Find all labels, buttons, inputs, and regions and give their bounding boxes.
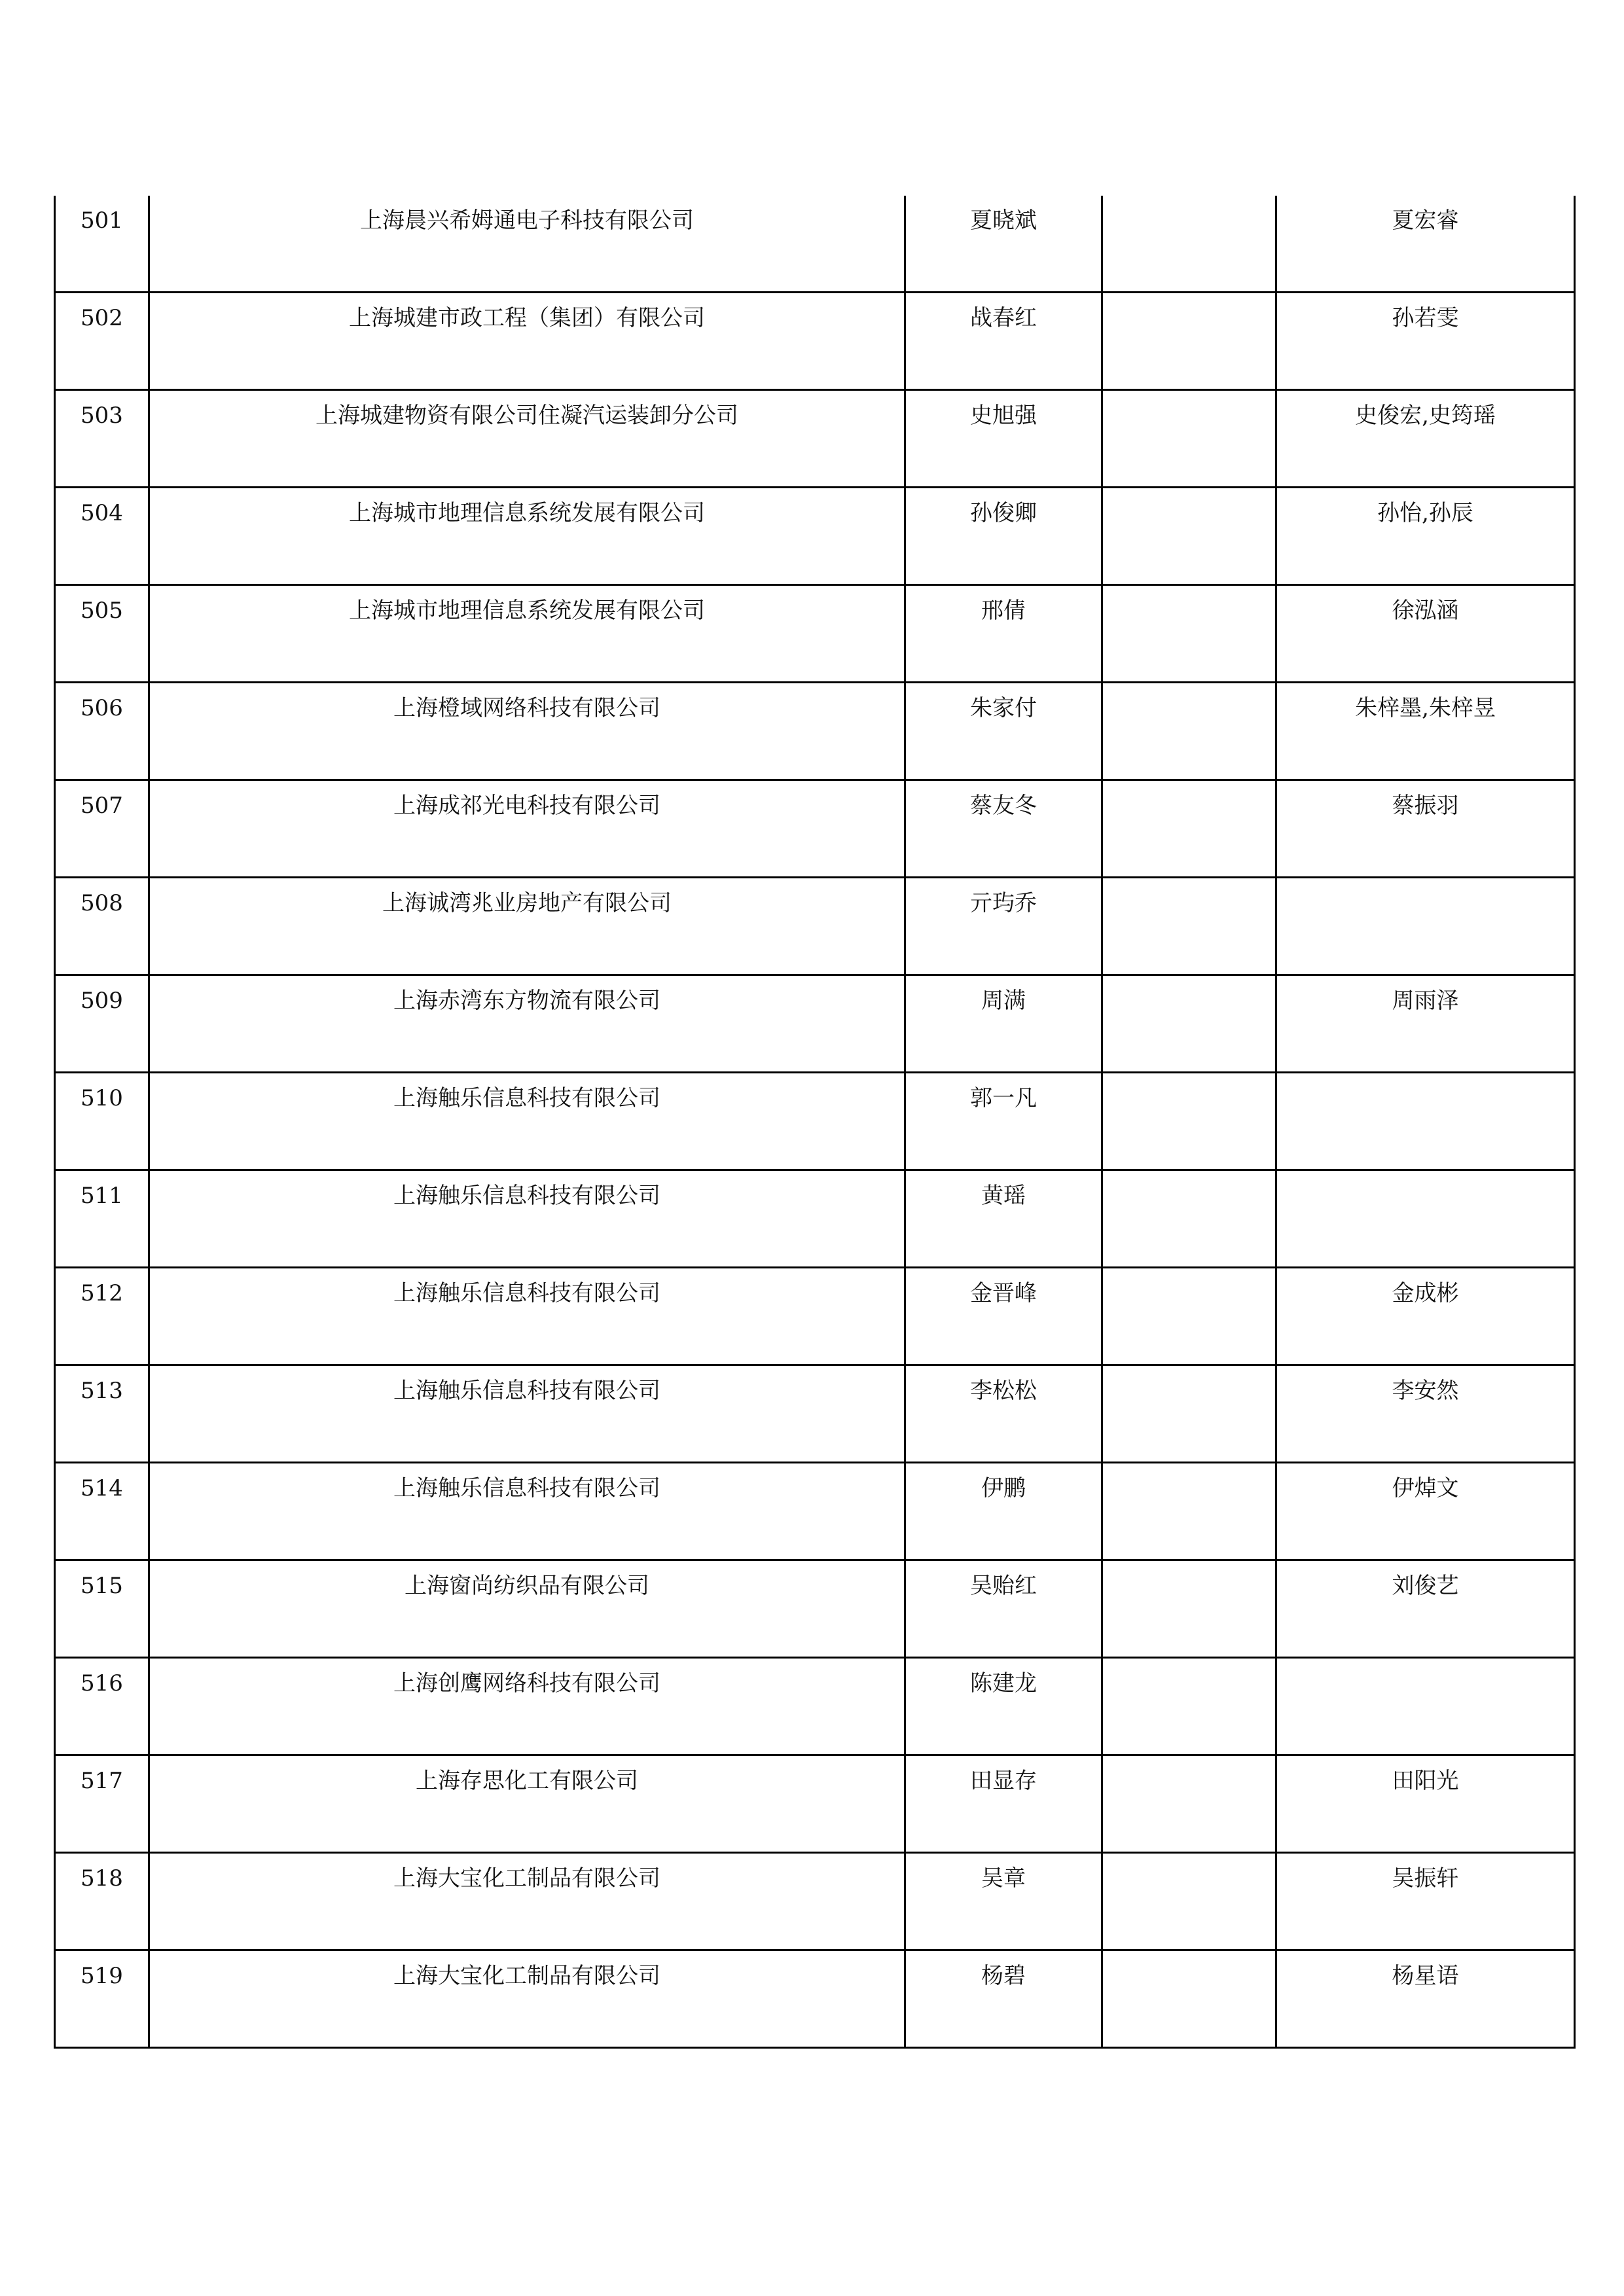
table-row	[55, 1365, 1575, 1463]
serial-number-cell-text: 504	[81, 500, 123, 526]
blank-cell-text	[1103, 196, 1275, 207]
child-name-cell	[1276, 1950, 1575, 2048]
child-name-cell	[1276, 196, 1575, 293]
company-name-cell	[149, 488, 905, 585]
company-name-cell-text: 上海成祁光电科技有限公司	[393, 793, 660, 819]
blank-cell-text	[1103, 586, 1275, 598]
employee-name-cell-text: 周满	[981, 988, 1026, 1014]
serial-number-cell-text: 512	[81, 1280, 123, 1306]
employee-name-cell	[905, 1755, 1102, 1853]
serial-number-cell-text: 517	[81, 1768, 123, 1794]
company-name-cell	[149, 1853, 905, 1950]
child-name-cell	[1276, 585, 1575, 683]
child-name-cell-text	[1277, 1073, 1574, 1085]
serial-number-cell-text: 511	[81, 1183, 123, 1209]
serial-number-cell	[55, 1950, 149, 2048]
table-body	[55, 196, 1575, 2048]
serial-number-cell-text: 503	[81, 403, 123, 429]
blank-cell	[1102, 1268, 1276, 1365]
employee-name-cell-text: 杨碧	[981, 1963, 1026, 1989]
company-name-cell-text: 上海触乐信息科技有限公司	[393, 1280, 660, 1306]
child-name-cell-text: 史俊宏,史筠瑶	[1355, 403, 1496, 429]
employee-name-cell	[905, 683, 1102, 780]
company-name-cell	[149, 780, 905, 878]
blank-cell-text	[1103, 1659, 1275, 1670]
company-name-cell-text: 上海大宝化工制品有限公司	[393, 1963, 660, 1989]
child-name-cell-text: 孙怡,孙辰	[1377, 500, 1473, 526]
employee-name-cell	[905, 1658, 1102, 1755]
table-row	[55, 975, 1575, 1073]
company-name-cell-text: 上海赤湾东方物流有限公司	[393, 988, 660, 1014]
employee-name-cell-text: 伊鹏	[981, 1475, 1026, 1501]
company-name-cell	[149, 975, 905, 1073]
child-name-cell	[1276, 1365, 1575, 1463]
company-name-cell-text: 上海大宝化工制品有限公司	[393, 1865, 660, 1892]
blank-cell	[1102, 585, 1276, 683]
blank-cell-text	[1103, 683, 1275, 695]
serial-number-cell-text: 505	[81, 598, 123, 624]
serial-number-cell	[55, 1560, 149, 1658]
child-name-cell	[1276, 1853, 1575, 1950]
table-row	[55, 780, 1575, 878]
employee-name-cell	[905, 1950, 1102, 2048]
employee-name-cell-text: 史旭强	[970, 403, 1037, 429]
blank-cell	[1102, 1658, 1276, 1755]
blank-cell-text	[1103, 293, 1275, 305]
table-row	[55, 196, 1575, 293]
employee-name-cell-text: 朱家付	[970, 695, 1037, 721]
blank-cell-text	[1103, 781, 1275, 793]
blank-cell	[1102, 780, 1276, 878]
blank-cell	[1102, 196, 1276, 293]
child-name-cell	[1276, 390, 1575, 488]
child-name-cell	[1276, 293, 1575, 390]
employee-name-cell	[905, 878, 1102, 975]
serial-number-cell-text: 502	[81, 305, 123, 331]
company-name-cell	[149, 878, 905, 975]
table-row	[55, 1463, 1575, 1560]
blank-cell-text	[1103, 488, 1275, 500]
serial-number-cell	[55, 196, 149, 293]
child-name-cell-text: 徐泓涵	[1392, 598, 1459, 624]
company-name-cell	[149, 293, 905, 390]
child-name-cell-text: 夏宏睿	[1392, 207, 1459, 234]
company-name-cell-text: 上海城建市政工程（集团）有限公司	[349, 305, 705, 331]
serial-number-cell-text: 519	[81, 1963, 123, 1989]
table-row	[55, 293, 1575, 390]
serial-number-cell	[55, 1463, 149, 1560]
employee-name-cell	[905, 1560, 1102, 1658]
serial-number-cell	[55, 585, 149, 683]
employee-name-cell	[905, 975, 1102, 1073]
employee-name-cell	[905, 1073, 1102, 1170]
company-name-cell	[149, 196, 905, 293]
company-name-cell-text: 上海窗尚纺织品有限公司	[405, 1573, 649, 1599]
child-name-cell-text: 吴振轩	[1392, 1865, 1459, 1892]
serial-number-cell-text: 515	[81, 1573, 123, 1599]
child-name-cell-text: 杨星语	[1392, 1963, 1459, 1989]
serial-number-cell	[55, 293, 149, 390]
blank-cell	[1102, 1170, 1276, 1268]
blank-cell-text	[1103, 1171, 1275, 1183]
blank-cell-text	[1103, 1854, 1275, 1865]
blank-cell	[1102, 1755, 1276, 1853]
company-name-cell	[149, 585, 905, 683]
serial-number-cell-text: 507	[81, 793, 123, 819]
serial-number-cell-text: 518	[81, 1865, 123, 1892]
table-row	[55, 1268, 1575, 1365]
employee-name-cell	[905, 1463, 1102, 1560]
child-name-cell	[1276, 780, 1575, 878]
child-name-cell	[1276, 975, 1575, 1073]
company-name-cell	[149, 1463, 905, 1560]
child-name-cell-text: 金成彬	[1392, 1280, 1459, 1306]
serial-number-cell-text: 501	[81, 207, 123, 234]
blank-cell-text	[1103, 1268, 1275, 1280]
blank-cell	[1102, 1950, 1276, 2048]
company-name-cell-text: 上海城市地理信息系统发展有限公司	[349, 598, 705, 624]
employee-name-cell-text: 田显存	[970, 1768, 1037, 1794]
employee-name-cell	[905, 585, 1102, 683]
serial-number-cell	[55, 975, 149, 1073]
company-name-cell	[149, 1658, 905, 1755]
blank-cell-text	[1103, 1463, 1275, 1475]
child-name-cell	[1276, 488, 1575, 585]
blank-cell-text	[1103, 1366, 1275, 1378]
child-name-cell	[1276, 1463, 1575, 1560]
company-name-cell-text: 上海城市地理信息系统发展有限公司	[349, 500, 705, 526]
employee-name-cell	[905, 780, 1102, 878]
company-name-cell-text: 上海诚湾兆业房地产有限公司	[382, 890, 672, 916]
child-name-cell	[1276, 1560, 1575, 1658]
company-name-cell	[149, 1073, 905, 1170]
company-name-cell	[149, 1365, 905, 1463]
company-name-cell-text: 上海触乐信息科技有限公司	[393, 1183, 660, 1209]
employee-name-cell-text: 吴章	[981, 1865, 1026, 1892]
blank-cell	[1102, 878, 1276, 975]
child-name-cell-text: 孙若雯	[1392, 305, 1459, 331]
table-row	[55, 1073, 1575, 1170]
table-row	[55, 878, 1575, 975]
company-name-cell-text: 上海城建物资有限公司住凝汽运装卸分公司	[316, 403, 738, 429]
company-name-cell-text: 上海触乐信息科技有限公司	[393, 1085, 660, 1111]
employee-name-cell	[905, 293, 1102, 390]
child-name-cell-text: 伊焯文	[1392, 1475, 1459, 1501]
child-name-cell-text: 周雨泽	[1392, 988, 1459, 1014]
blank-cell-text	[1103, 391, 1275, 403]
serial-number-cell-text: 510	[81, 1085, 123, 1111]
child-name-cell	[1276, 878, 1575, 975]
serial-number-cell	[55, 1268, 149, 1365]
child-name-cell-text	[1277, 878, 1574, 890]
child-name-cell-text: 朱梓墨,朱梓昱	[1355, 695, 1496, 721]
serial-number-cell	[55, 1073, 149, 1170]
company-name-cell	[149, 1560, 905, 1658]
serial-number-cell	[55, 1853, 149, 1950]
employee-name-cell	[905, 1268, 1102, 1365]
child-name-cell-text: 刘俊艺	[1392, 1573, 1459, 1599]
serial-number-cell	[55, 780, 149, 878]
blank-cell-text	[1103, 1073, 1275, 1085]
serial-number-cell	[55, 1170, 149, 1268]
table-row	[55, 1560, 1575, 1658]
employee-name-cell-text: 李松松	[970, 1378, 1037, 1404]
table-row	[55, 1950, 1575, 2048]
serial-number-cell	[55, 1755, 149, 1853]
employee-name-cell	[905, 196, 1102, 293]
company-name-cell	[149, 390, 905, 488]
employee-name-cell-text: 吴贻红	[970, 1573, 1037, 1599]
serial-number-cell	[55, 488, 149, 585]
employee-name-cell	[905, 1853, 1102, 1950]
employee-name-cell-text: 蔡友冬	[970, 793, 1037, 819]
blank-cell	[1102, 1365, 1276, 1463]
child-name-cell	[1276, 1268, 1575, 1365]
blank-cell	[1102, 1853, 1276, 1950]
serial-number-cell-text: 516	[81, 1670, 123, 1696]
serial-number-cell	[55, 1658, 149, 1755]
employee-name-cell-text: 孙俊卿	[970, 500, 1037, 526]
company-name-cell-text: 上海晨兴希姆通电子科技有限公司	[360, 207, 694, 234]
serial-number-cell-text: 509	[81, 988, 123, 1014]
employee-name-cell	[905, 390, 1102, 488]
child-name-cell-text: 田阳光	[1392, 1768, 1459, 1794]
employee-name-cell-text: 战春红	[970, 305, 1037, 331]
serial-number-cell-text: 508	[81, 890, 123, 916]
table-row	[55, 585, 1575, 683]
table-row	[55, 390, 1575, 488]
serial-number-cell	[55, 878, 149, 975]
employee-name-cell-text: 邢倩	[981, 598, 1026, 624]
serial-number-cell	[55, 390, 149, 488]
company-name-cell-text: 上海橙域网络科技有限公司	[393, 695, 660, 721]
serial-number-cell-text: 506	[81, 695, 123, 721]
employee-name-cell-text: 陈建龙	[970, 1670, 1037, 1696]
company-name-cell	[149, 1268, 905, 1365]
employee-name-cell-text: 亓玙乔	[970, 890, 1037, 916]
company-name-cell-text: 上海触乐信息科技有限公司	[393, 1475, 660, 1501]
employee-name-cell-text: 金晋峰	[970, 1280, 1037, 1306]
child-name-cell	[1276, 683, 1575, 780]
employee-name-cell	[905, 488, 1102, 585]
company-name-cell	[149, 1755, 905, 1853]
child-name-cell	[1276, 1073, 1575, 1170]
serial-number-cell-text: 514	[81, 1475, 123, 1501]
child-name-cell-text	[1277, 1171, 1574, 1183]
blank-cell-text	[1103, 1561, 1275, 1573]
blank-cell	[1102, 293, 1276, 390]
serial-number-cell	[55, 1365, 149, 1463]
blank-cell-text	[1103, 1951, 1275, 1963]
blank-cell-text	[1103, 1756, 1275, 1768]
employee-name-cell	[905, 1365, 1102, 1463]
blank-cell-text	[1103, 878, 1275, 890]
child-name-cell	[1276, 1755, 1575, 1853]
blank-cell	[1102, 1560, 1276, 1658]
company-name-cell-text: 上海创鹰网络科技有限公司	[393, 1670, 660, 1696]
company-name-cell	[149, 683, 905, 780]
child-name-cell-text: 蔡振羽	[1392, 793, 1459, 819]
table-row	[55, 683, 1575, 780]
child-name-cell	[1276, 1658, 1575, 1755]
table-row	[55, 1755, 1575, 1853]
blank-cell	[1102, 1073, 1276, 1170]
blank-cell	[1102, 1463, 1276, 1560]
blank-cell-text	[1103, 976, 1275, 988]
employee-name-cell	[905, 1170, 1102, 1268]
table-row	[55, 1658, 1575, 1755]
blank-cell	[1102, 975, 1276, 1073]
serial-number-cell-text: 513	[81, 1378, 123, 1404]
company-name-cell-text: 上海触乐信息科技有限公司	[393, 1378, 660, 1404]
employee-name-cell-text: 黄瑶	[981, 1183, 1026, 1209]
table-row	[55, 488, 1575, 585]
table-row	[55, 1853, 1575, 1950]
company-name-cell	[149, 1170, 905, 1268]
company-name-cell	[149, 1950, 905, 2048]
blank-cell	[1102, 683, 1276, 780]
child-name-cell	[1276, 1170, 1575, 1268]
table-row	[55, 1170, 1575, 1268]
blank-cell	[1102, 488, 1276, 585]
employee-name-cell-text: 夏晓斌	[970, 207, 1037, 234]
applicant-table	[54, 196, 1576, 2049]
employee-name-cell-text: 郭一凡	[970, 1085, 1037, 1111]
company-name-cell-text: 上海存思化工有限公司	[416, 1768, 638, 1794]
child-name-cell-text: 李安然	[1392, 1378, 1459, 1404]
serial-number-cell	[55, 683, 149, 780]
blank-cell	[1102, 390, 1276, 488]
child-name-cell-text	[1277, 1659, 1574, 1670]
